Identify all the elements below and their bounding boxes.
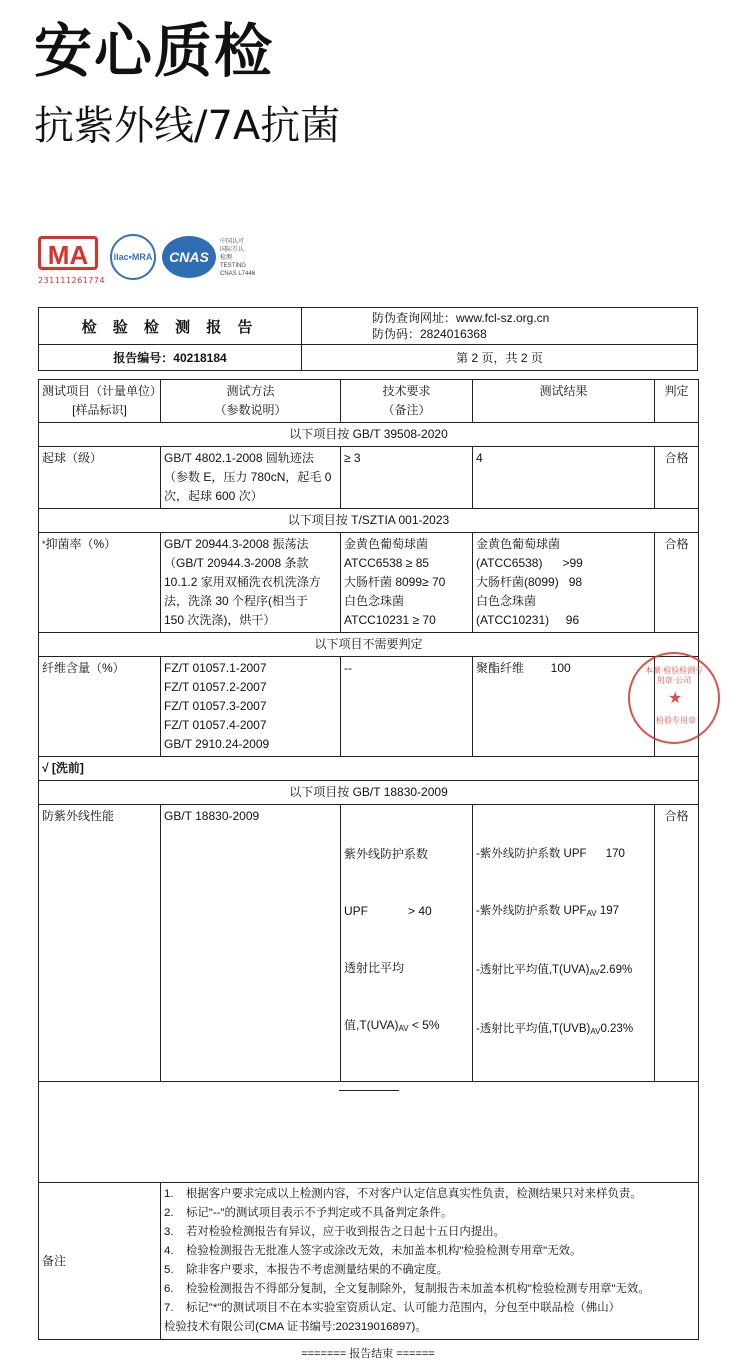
divider-line [339,1090,399,1091]
col-method: 测试方法 （参数说明） [161,380,341,423]
section-row: 以下项目按 GB/T 39508-2020 [39,423,699,447]
list-item: 3. 若对检验检测报告有异议，应于收到报告之日起十五日内提出。 [164,1226,505,1238]
report-header [38,307,698,371]
list-item: 7. 标记"*"的测试项目不在本实验室资质认定、认可能力范围内，分包至中联品检（佛山） [164,1302,620,1314]
results-table [38,379,699,1340]
cma-mark: MA [38,236,98,270]
col-requirement: 技术要求 （备注） [341,380,473,423]
page-subtitle: 抗紫外线/7A抗菌 [34,103,341,149]
cnas-logo: CNAS [162,236,216,278]
remarks-list [164,1185,695,1337]
list-item: 1. 根据客户要求完成以上检测内容，不对客户认定信息真实性负责，检测结果只对来样负责。 [164,1188,642,1200]
table-row-antibacterial: *抑菌率（%） GB/T 20944.3-2008 振荡法 （GB/T 20944.3-2008 条款 10.1.2 家用双桶洗衣机洗涤方 法，洗涤 30 个程序(相当于 150 次洗涤)，烘干） 金黄色葡萄球菌 ATCC6538 ≥ 85 大肠杆菌 8099≥ 70 白色念珠菌 ATCC10231 ≥ 70 金黄色葡萄球菌 (ATCC6538) >99 大肠杆菌(8099) 98 白色念珠菌 (ATCC10231) 96 合格 [39,533,699,633]
col-item: 测试项目（计量单位） [样品标识] [39,380,161,423]
list-item: 4. 检验检测报告无批准人签字或涂改无效，未加盖本机构"检验检测专用章"无效。 [164,1245,582,1257]
ilac-mra-logo: ilac•MRA [110,234,156,280]
page-indicator: 第 2 页，共 2 页 [456,351,543,365]
list-item: 6. 检验检测报告不得部分复制，全文复制除外，复制报告未加盖本机构"检验检测专用章"无效。 [164,1283,650,1295]
section-row: 以下项目按 T/SZTIA 001-2023 [39,509,699,533]
col-verdict: 判定 [655,380,699,423]
cnas-caption: 中国认可 国际互认 检测 TESTING CNAS L7446 [220,239,256,277]
table-row-uv: 防紫外线性能 GB/T 18830-2009 紫外线防护系数 UPF > 40 透射比平均 值$,T(UVA)_{AV} < 5\%$ -紫外线防护系数 UPF 170 -紫外线防护系数 $UPF_{AV}$ 197 -透射比平均值$,T(UVA)_{AV}2.69\%$ -透射比平均值$,T(UVB)_{AV}0.23\%$ 合格 [39,805,699,1082]
remarks-row [39,1183,699,1340]
col-result: 测试结果 [473,380,655,423]
report-number: 报告编号：40218184 [113,351,227,365]
section-row: 以下项目按 GB/T 18830-2009 [39,781,699,805]
wash-state-row: √ [洗前] [39,757,699,781]
certification-logos [38,232,278,292]
table-header-row [39,380,699,423]
table-row-pilling: 起球（级） GB/T 4802.1-2008 圆轨迹法 （参数 E，压力 780cN，起毛 0 次，起球 600 次） ≥ 3 4 合格 [39,447,699,509]
list-item: 5. 除非客户要求，本报告不考虑测量结果的不确定度。 [164,1264,448,1276]
star-icon: ★ [668,688,683,707]
list-item: 检验技术有限公司(CMA 证书编号:202319016897)。 [164,1321,427,1333]
cma-number: 231111261774 [38,276,106,285]
official-seal: 本测·检验检测专用章·公司 ★ 检验专用章 [628,652,720,744]
test-report [38,307,698,1361]
anti-fake-code: 防伪码：2824016368 [372,327,487,341]
cma-logo [38,236,106,285]
section-row: 以下项目不需要判定 [39,633,699,657]
report-end-mark: ======= 报告结束 ====== [301,1348,435,1360]
blank-row [39,1082,699,1183]
verify-website: 防伪查询网址：www.fcl-sz.org.cn [372,311,550,325]
table-row-fiber: 纤维含量（%） FZ/T 01057.1-2007 FZ/T 01057.2-2007 FZ/T 01057.3-2007 FZ/T 01057.4-2007 GB/T 2910.24-2009 -- 聚酯纤维 100 [39,657,699,757]
remarks-label: 备注 [39,1183,161,1340]
report-title: 检 验 检 测 报 告 [39,308,301,345]
list-item: 2. 标记"--"的测试项目表示不予判定或不具备判定条件。 [164,1207,453,1219]
page-title: 安心质检 [34,17,275,85]
